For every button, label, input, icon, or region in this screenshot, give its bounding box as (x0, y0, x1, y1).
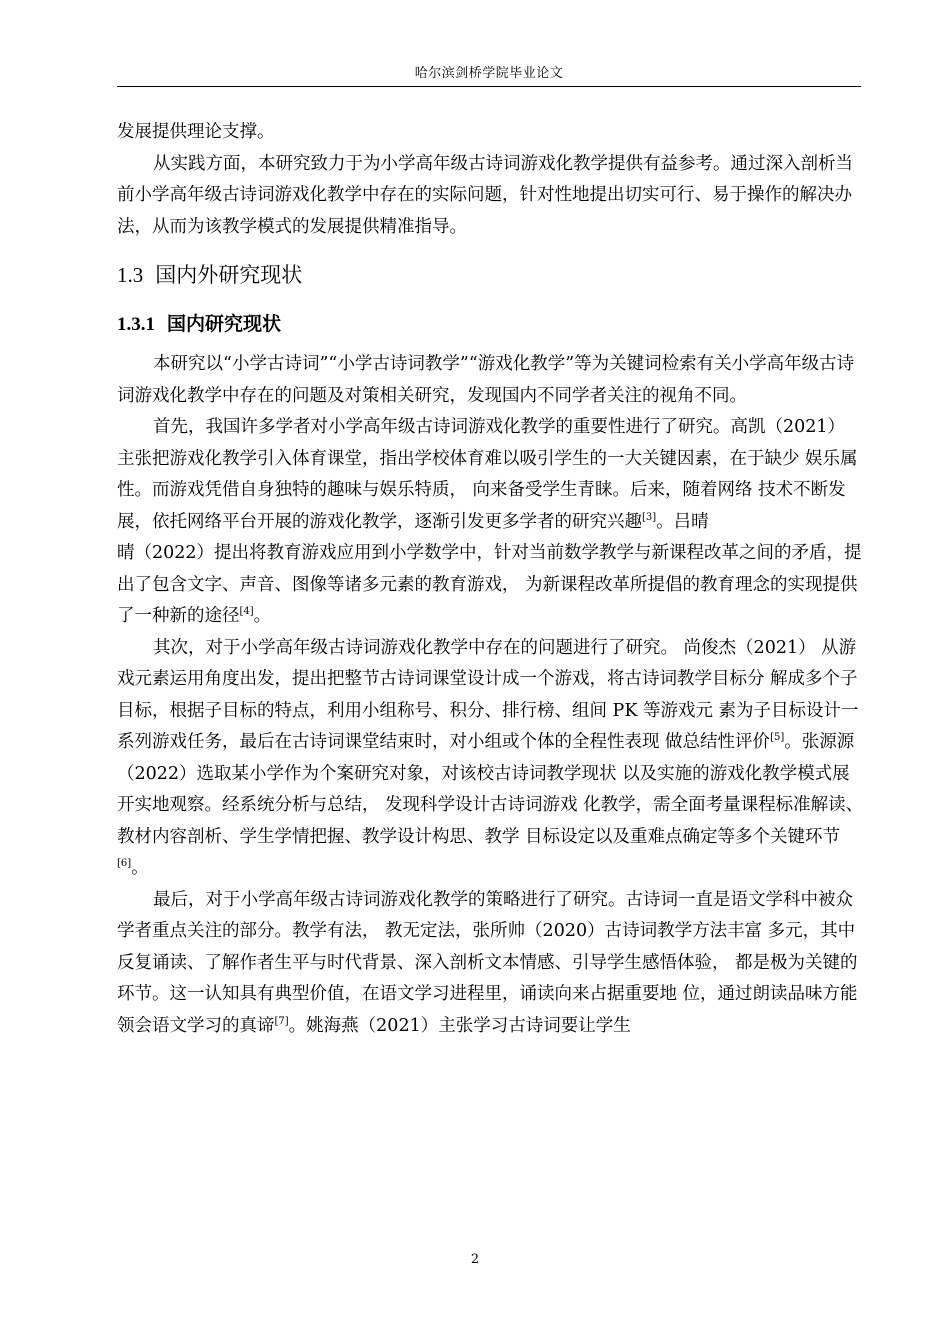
paragraph-2-end: 。吕晴 (656, 511, 709, 532)
paragraph-4-end: 。 (131, 858, 149, 878)
intro-paragraph-1: 发展提供理论支撑。 (117, 122, 275, 142)
body-text (117, 349, 867, 1042)
section-number: 1.3 (117, 263, 144, 287)
page-header: 哈尔滨剑桥学院毕业论文 (414, 66, 564, 81)
section-title: 国内外研究现状 (155, 263, 303, 287)
section-heading (117, 259, 302, 289)
paragraph-4-text: 其次，对于小学高年级古诗词游戏化教学中存在的问题进行了研究。 尚俊杰（2021） 从游戏元素运用角度出发，提出把整节古诗词课堂设计成一个游戏，将古诗词教学目标分 解成多个子目标，根据子目标的特点，利用小组称号、积分、排行榜、组间 PK 等游戏元 素为子目标设计一系列游戏任务，最后在古诗词课堂结束时，对小组或个体的全程性表现 做总结性评价 (117, 637, 859, 752)
citation-4: [4] (239, 606, 254, 618)
citation-7: [7] (274, 1015, 289, 1027)
paragraph-5-text: 最后，对于小学高年级古诗词游戏化教学的策略进行了研究。古诗词一直是语文学科中被众学者重点关注的部分。教学有法， 教无定法，张所帅（2020）古诗词教学方法丰富 多元，其中反复诵读、了解作者生平与时代背景、深入剖析文本情感、引导学生感悟体验， 都是极为关键的环节。这一认知具有典型价值，在语文学习进程里，诵读向来占据重要地 位，通过朗读品味方能领会语文学习的真谛 (117, 889, 858, 1036)
intro-paragraph-2: 从实践方面，本研究致力于为小学高年级古诗词游戏化教学提供有益参考。通过深入剖析当前小学高年级古诗词游戏化教学中存在的实际问题，针对性地提出切实可行、易于操作的解决办法，从而为该教学模式的发展提供精准指导。 (117, 153, 853, 237)
paragraph-3 (117, 538, 867, 633)
page-number: 2 (470, 1252, 480, 1267)
citation-6: [6] (117, 858, 132, 870)
paragraph-4 (117, 633, 867, 885)
citation-3: [3] (642, 511, 657, 523)
subsection-heading (117, 309, 281, 336)
subsection-title: 国内研究现状 (167, 313, 282, 335)
paragraph-4-middle: 。张源源（2022）选取某小学作为个案研究对象，对该校古诗词教学现状 以及实施的游戏化教学模式展开实地观察。经系统分析与总结， 发现科学设计古诗词游戏 化教学，需全面考量课程标准解读、教材内容剖析、学生学情把握、教学设计构思、教学 目标设定以及重难点确定等多个关键环节 (117, 732, 864, 847)
intro-text (117, 117, 867, 243)
paragraph-2 (117, 412, 867, 538)
paragraph-3-text: 晴（2022）提出将教育游戏应用到小学数学中，针对当前数学教学与新课程改革之间的矛盾，提出了包含文字、声音、图像等诸多元素的教育游戏， 为新课程改革所提倡的教育理念的实现提供了一种新的途径 (117, 543, 862, 626)
paragraph-5 (117, 885, 867, 1043)
paragraph-3-end: 。 (253, 606, 272, 626)
subsection-number: 1.3.1 (117, 314, 155, 335)
citation-5: [5] (770, 732, 785, 744)
paragraph-5-end: 。姚海燕（2021）主张学习古诗词要让学生 (288, 1015, 631, 1036)
header-rule (117, 86, 861, 87)
paragraph-1: 本研究以“小学古诗词”“小学古诗词教学”“游戏化教学”等为关键词检索有关小学高年级古诗词游戏化教学中存在的问题及对策相关研究，发现国内不同学者关注的视角不同。 (117, 354, 855, 406)
paragraph-2-text: 首先，我国许多学者对小学高年级古诗词游戏化教学的重要性进行了研究。高凯（2021） 主张把游戏化教学引入体育课堂，指出学校体育难以吸引学生的一大关键因素，在于缺少 娱乐属性。而游戏凭借自身独特的趣味与娱乐特质， 向来备受学生青睐。后来，随着网络 技术不断发展，依托网络平台开展的游戏化教学，逐渐引发更多学者的研究兴趣 (117, 417, 858, 532)
